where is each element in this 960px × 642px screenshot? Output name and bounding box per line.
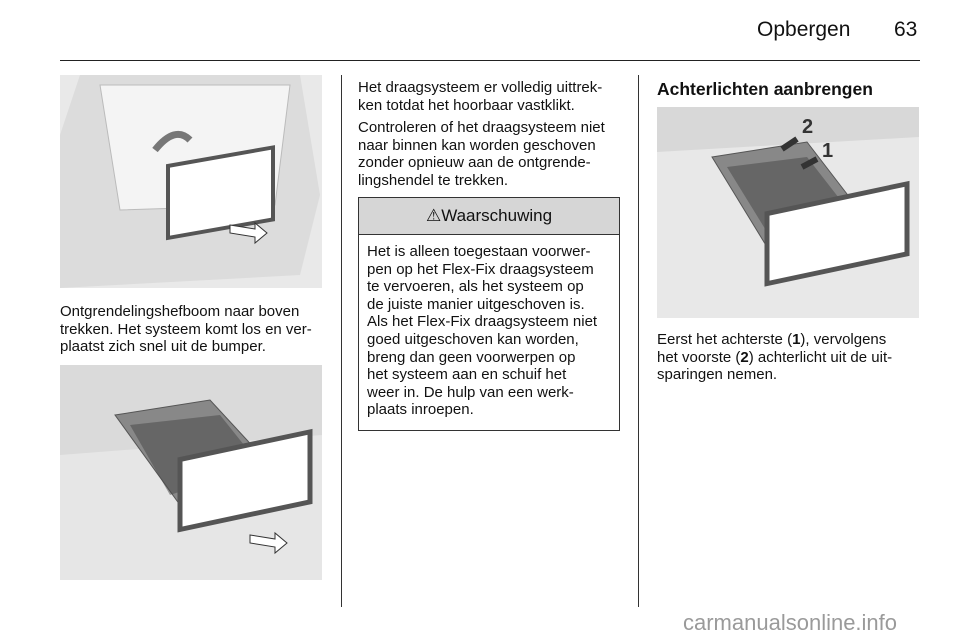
warning-header — [359, 198, 619, 235]
illustration-taillights — [657, 107, 919, 318]
callout-label: 2 — [802, 116, 814, 138]
illustration-lever-release — [60, 75, 322, 288]
header-rule — [60, 60, 920, 61]
paragraph-taillights: Eerst het achterste (1), vervolgens het voorste (2) achterlicht uit de uit- sparingen nemen. — [657, 331, 893, 384]
caption-lever: Ontgrendelingshefboom naar boven trekken. Het systeem komt los en ver- plaatst zich snel uit de bumper. — [60, 303, 312, 356]
warning-triangle-icon: ⚠ — [425, 206, 442, 225]
section-title: Opbergen — [757, 18, 851, 41]
illustration-carrier-extended — [60, 365, 322, 580]
column-divider — [638, 75, 639, 607]
warning-title: Waarschuwing — [441, 206, 553, 225]
warning-box — [358, 197, 620, 431]
section-heading: Achterlichten aanbrengen — [657, 79, 873, 99]
page-number: 63 — [894, 18, 918, 41]
column-divider — [341, 75, 342, 607]
callout-label: 1 — [822, 140, 834, 162]
paragraph-check: Controleren of het draagsysteem niet naar binnen kan worden geschoven zonder opnieuw aan de ontgrende- lingshendel te trekken. — [358, 119, 605, 189]
paragraph-pull-out: Het draagsysteem er volledig uittrek- ken totdat het hoorbaar vastklikt. — [358, 79, 603, 114]
watermark: carmanualsonline.info — [683, 610, 898, 635]
warning-text: Het is alleen toegestaan voorwer- pen op het Flex-Fix draagsysteem te vervoeren, als het systeem op de juiste manier uitgeschoven is. Als het Flex-Fix draagsysteem niet goed uitgeschoven kan worden, breng dan geen voorwerpen op het systeem aan en schuif het weer in. De hulp van een werk- plaats inroepen. — [367, 243, 598, 419]
